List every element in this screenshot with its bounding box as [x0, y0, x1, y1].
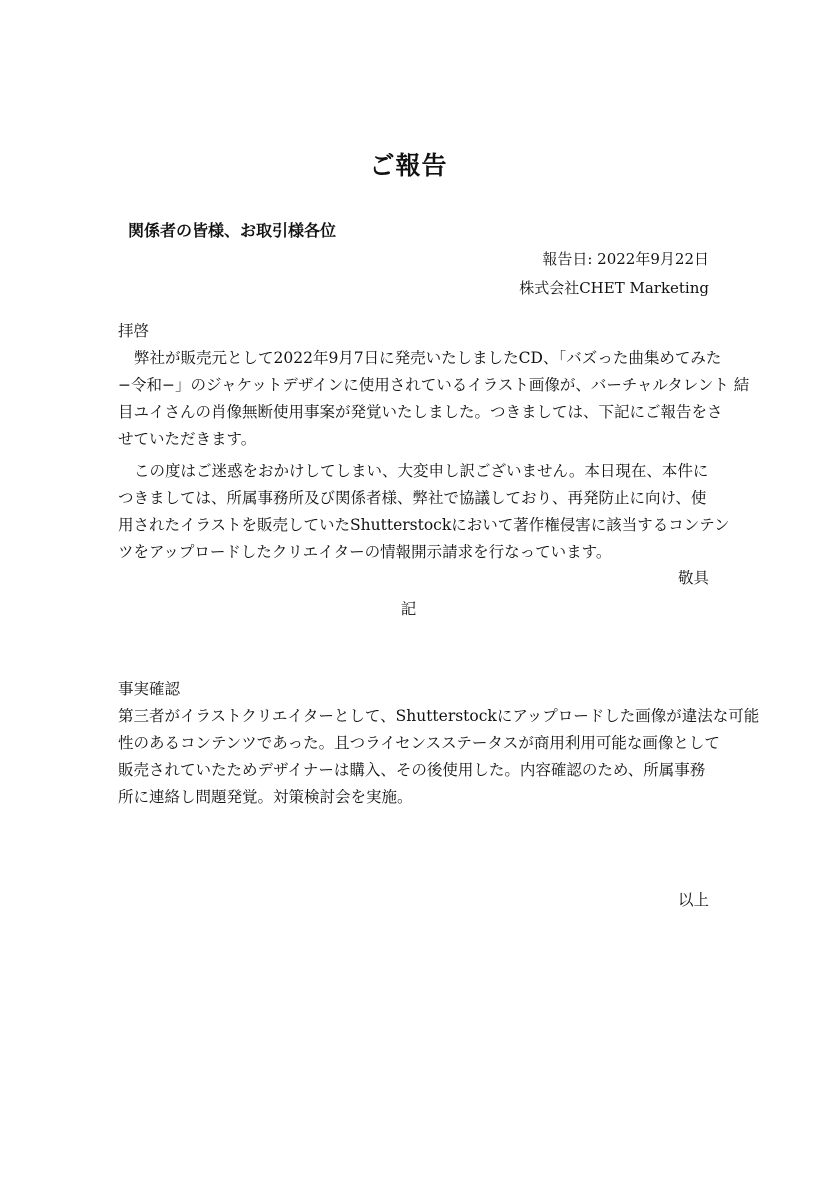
paragraph-2-line: この度はご迷惑をおかけしてしまい、大変申し訳ございません。本日現在、本件に: [134, 462, 709, 480]
paragraph-2-line: つきましては、所属事務所及び関係者様、弊社で協議しており、再発防止に向け、使: [118, 489, 707, 507]
report-date: 報告日: 2022年9月22日: [542, 250, 709, 268]
paragraph-1: [118, 345, 750, 453]
paragraph-1-line: せていただきます。: [118, 430, 257, 448]
opening-text: 拝啓: [118, 322, 150, 340]
paragraph-1-line: 目ユイさんの肖像無断使用事案が発覚いたしました。つきましては、下記にご報告をさ: [118, 403, 723, 421]
facts-line: 第三者がイラストクリエイターとして、Shutterstockにアップロードした画像が違法な可能: [118, 707, 760, 725]
ki-heading: 記: [400, 600, 417, 618]
addressee: 関係者の皆様、お取引様各位: [128, 221, 337, 240]
company-name: 株式会社CHET Marketing: [519, 279, 709, 297]
document-title: ご報告: [369, 151, 448, 180]
paragraph-2-line: 用されたイラストを販売していたShutterstockにおいて著作権侵害に該当するコンテン: [118, 516, 730, 534]
facts-line: 販売されていたためデザイナーは購入、その後使用した。内容確認のため、所属事務: [118, 761, 706, 779]
facts-heading: 事実確認: [118, 680, 181, 698]
facts-line: 所に連絡し問題発覚。対策検討会を実施。: [118, 788, 413, 806]
opening-salutation: [118, 318, 712, 345]
closing-keigu: 敬具: [677, 569, 709, 587]
end-ijo: 以上: [677, 891, 709, 909]
facts-line: 性のあるコンテンツであった。且つライセンスステータスが商用利用可能な画像として: [118, 734, 720, 752]
paragraph-2: [118, 458, 730, 566]
paragraph-1-line: −令和−」のジャケットデザインに使用されているイラスト画像が、バーチャルタレント 結: [118, 376, 750, 394]
paragraph-1-line: 弊社が販売元として2022年9月7日に発売いたしましたCD、「バズった曲集めてみた: [134, 349, 722, 367]
facts-paragraph: [118, 703, 760, 811]
paragraph-2-line: ツをアップロードしたクリエイターの情報開示請求を行なっています。: [118, 543, 612, 561]
facts-heading-block: [118, 676, 712, 703]
